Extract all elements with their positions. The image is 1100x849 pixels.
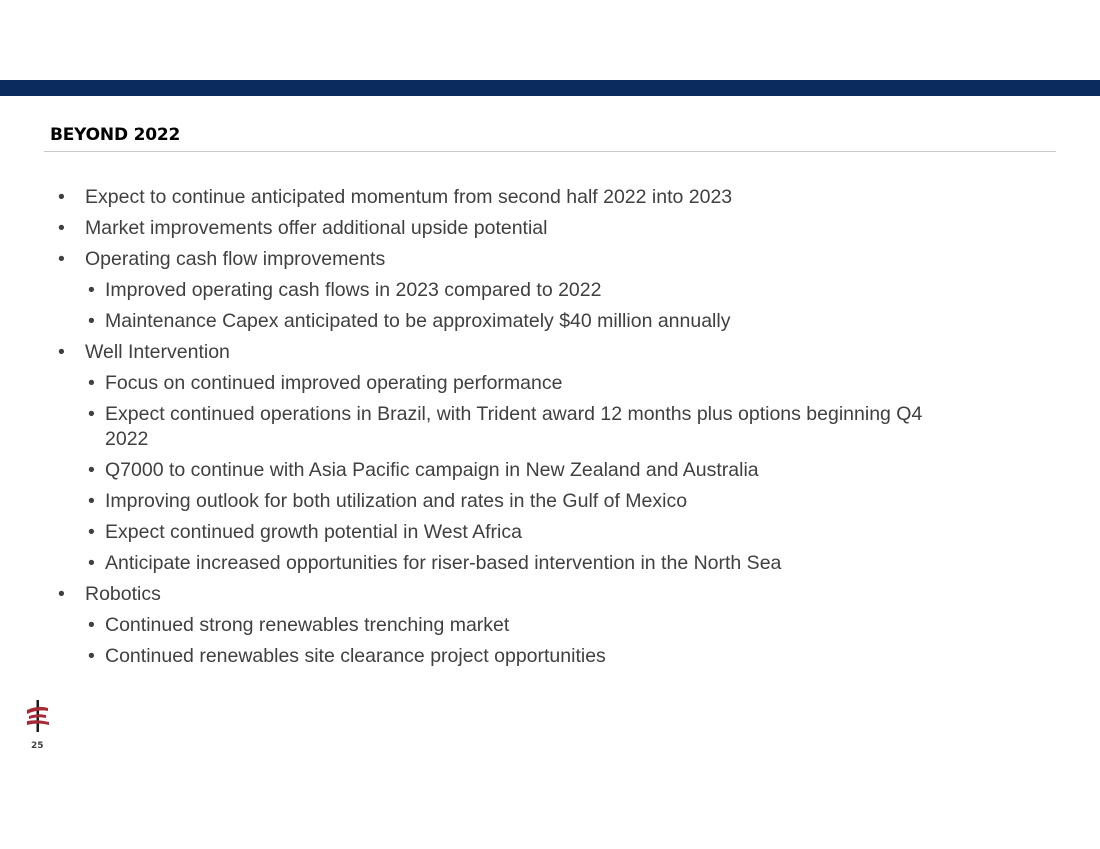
sub-bullet-item (0, 278, 950, 303)
sub-bullet-item (0, 309, 950, 334)
sub-bullet-item (0, 458, 950, 483)
bullet-text: Continued strong renewables trenching market (105, 614, 510, 636)
bullet-item (0, 247, 1100, 272)
bullet-marker: • (88, 372, 95, 394)
bullet-text: Focus on continued improved operating performance (105, 372, 563, 394)
title-divider (44, 151, 1056, 152)
bullet-marker: • (88, 310, 95, 332)
bullet-marker: • (88, 279, 95, 301)
bullet-marker: • (88, 614, 95, 636)
bullet-marker: • (58, 248, 65, 270)
bullet-text: Anticipate increased opportunities for riser-based intervention in the North Sea (105, 552, 782, 574)
bullet-item (0, 582, 1100, 607)
sub-bullet-item (0, 402, 950, 452)
bullet-item (0, 340, 1100, 365)
bullet-marker: • (58, 217, 65, 239)
page-number: 25 (31, 741, 44, 751)
bullet-list (0, 185, 1100, 675)
bullet-text: Continued renewables site clearance project opportunities (105, 645, 606, 667)
bullet-text: Improving outlook for both utilization and rates in the Gulf of Mexico (105, 490, 688, 512)
header-band (0, 80, 1100, 96)
helix-logo-icon (24, 700, 52, 732)
bullet-text: Well Intervention (85, 341, 230, 363)
sub-bullet-item (0, 644, 950, 669)
bullet-marker: • (88, 552, 95, 574)
bullet-item (0, 216, 1100, 241)
bullet-text: Operating cash flow improvements (85, 248, 386, 270)
sub-bullet-item (0, 371, 950, 396)
bullet-marker: • (88, 645, 95, 667)
bullet-text: Market improvements offer additional upside potential (85, 217, 548, 239)
bullet-marker: • (88, 403, 95, 425)
sub-bullet-item (0, 551, 950, 576)
bullet-marker: • (88, 521, 95, 543)
sub-bullet-item (0, 520, 950, 545)
bullet-text: Q7000 to continue with Asia Pacific campaign in New Zealand and Australia (105, 459, 759, 481)
sub-bullet-item (0, 489, 950, 514)
bullet-marker: • (88, 459, 95, 481)
bullet-text: Improved operating cash flows in 2023 compared to 2022 (105, 279, 602, 301)
bullet-marker: • (58, 583, 65, 605)
bullet-text: Expect to continue anticipated momentum from second half 2022 into 2023 (85, 186, 733, 208)
bullet-marker: • (58, 341, 65, 363)
bullet-item (0, 185, 1100, 210)
bullet-text: Robotics (85, 583, 161, 605)
bullet-marker: • (58, 186, 65, 208)
sub-bullet-item (0, 613, 950, 638)
bullet-marker: • (88, 490, 95, 512)
bullet-text: Expect continued growth potential in West Africa (105, 521, 522, 543)
slide-title: BEYOND 2022 (50, 125, 181, 145)
bullet-text: Maintenance Capex anticipated to be approximately $40 million annually (105, 310, 731, 332)
bullet-text: Expect continued operations in Brazil, with Trident award 12 months plus options beginning Q4 2022 (105, 403, 923, 450)
